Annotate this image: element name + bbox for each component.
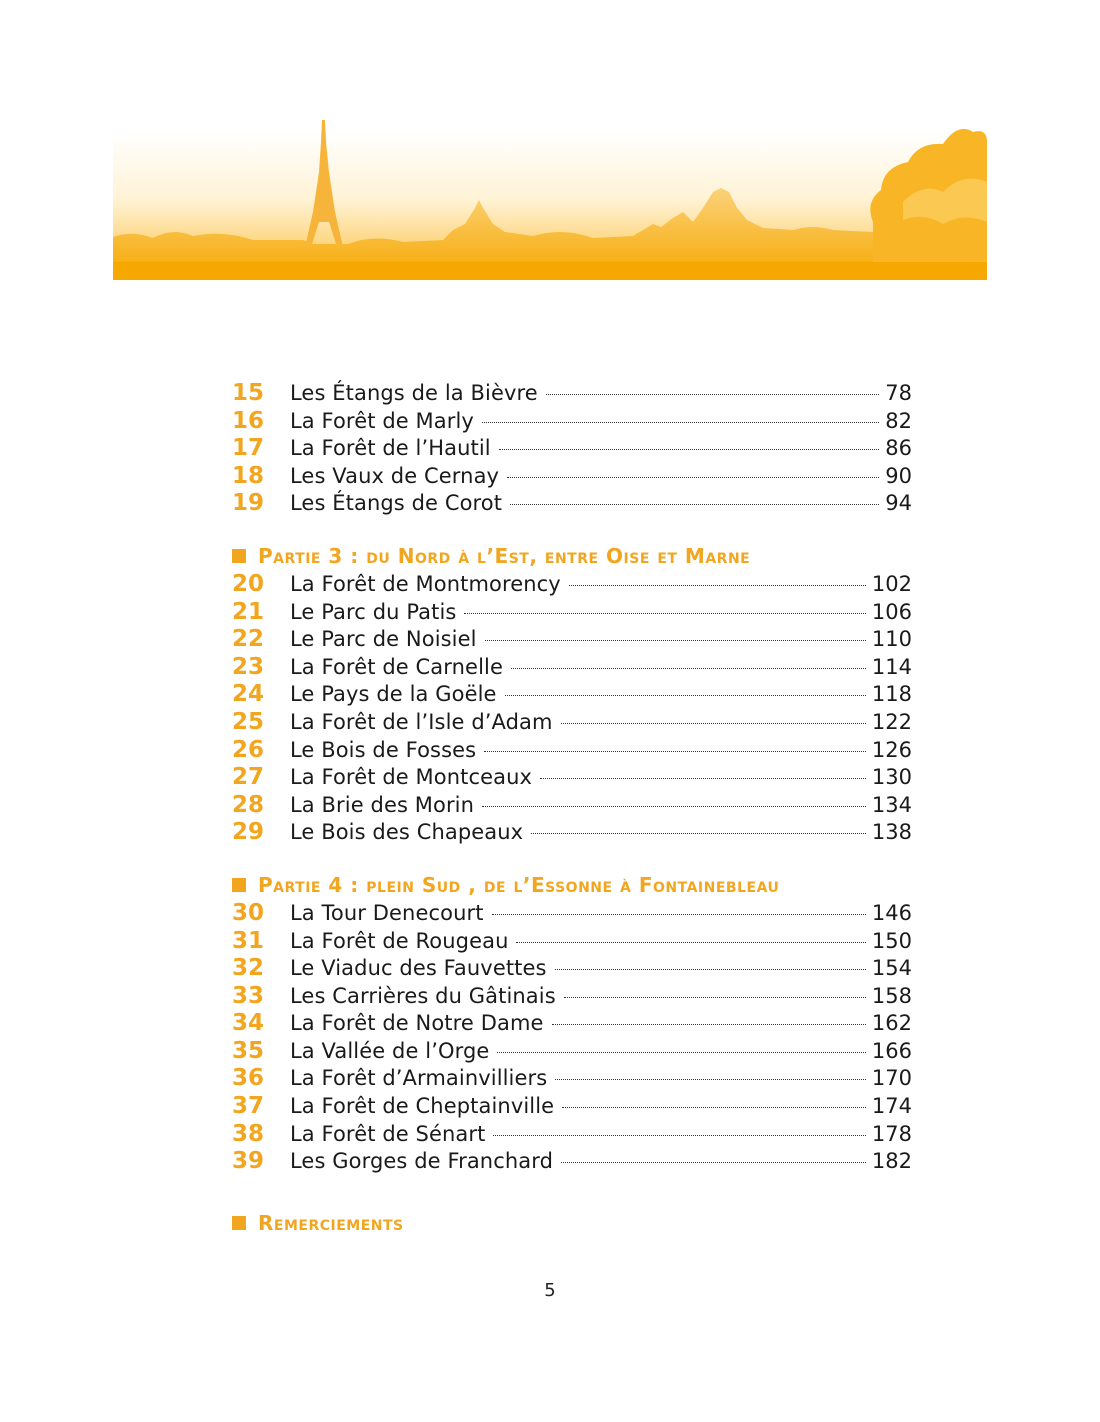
dot-leader <box>511 668 866 669</box>
square-bullet-icon <box>232 549 246 563</box>
entry-title: La Forêt de Montmorency <box>290 571 561 596</box>
entry-number: 22 <box>232 626 265 653</box>
entry-title: Les Vaux de Cernay <box>290 463 500 488</box>
toc-entry <box>232 983 912 1011</box>
section-title: Partie 4 : plein Sud , de l’Essonne à Fontainebleau <box>258 872 780 897</box>
entry-number: 30 <box>232 899 265 926</box>
toc-entry <box>232 955 912 983</box>
entry-page: 86 <box>885 436 912 461</box>
toc-entry <box>232 819 912 847</box>
entry-title: Les Étangs de la Bièvre <box>290 381 538 405</box>
toc-entry <box>232 571 912 599</box>
entry-title: La Vallée de l’Orge <box>290 1038 490 1063</box>
entry-title: La Forêt de Marly <box>290 408 474 433</box>
entry-number: 25 <box>232 708 265 735</box>
toc-entry <box>232 1010 912 1038</box>
toc-entry <box>232 654 912 682</box>
entry-number: 15 <box>232 380 265 406</box>
entry-number: 29 <box>232 819 265 846</box>
dot-leader <box>540 778 866 779</box>
entry-page: 166 <box>871 1038 912 1063</box>
toc-entry <box>232 1121 912 1149</box>
section-title: Partie 3 : du Nord à l’Est, entre Oise et Marne <box>258 543 751 568</box>
toc-entry <box>232 928 912 956</box>
entry-number: 39 <box>232 1148 265 1175</box>
entry-number: 38 <box>232 1120 265 1147</box>
dot-leader <box>555 1079 866 1080</box>
entry-number: 33 <box>232 982 265 1009</box>
entry-page: 118 <box>871 682 912 707</box>
entry-title: Le Parc de Noisiel <box>290 627 477 652</box>
dot-leader <box>464 613 865 614</box>
entry-number: 24 <box>232 681 265 708</box>
section-title: Remerciements <box>258 1210 404 1235</box>
entry-number: 16 <box>232 407 265 434</box>
entry-number: 32 <box>232 955 265 982</box>
toc-entry <box>232 626 912 654</box>
entry-number: 34 <box>232 1010 265 1037</box>
dot-leader <box>516 942 865 943</box>
entry-number: 37 <box>232 1093 265 1120</box>
entry-page: 78 <box>885 381 912 405</box>
entry-title: Le Pays de la Goële <box>290 682 497 707</box>
entry-page: 102 <box>871 571 912 596</box>
banner <box>113 112 987 280</box>
dot-leader <box>562 1107 866 1108</box>
square-bullet-icon <box>232 1216 246 1230</box>
dot-leader <box>484 751 866 752</box>
dot-leader <box>493 1135 865 1136</box>
toc-entry <box>232 709 912 737</box>
dot-leader <box>482 422 879 423</box>
entry-title: La Forêt de l’Hautil <box>290 436 491 461</box>
dot-leader <box>485 640 866 641</box>
dot-leader <box>561 723 866 724</box>
dot-leader <box>552 1024 866 1025</box>
entry-number: 28 <box>232 791 265 818</box>
page-number: 5 <box>544 1280 556 1301</box>
entry-title: Le Parc du Patis <box>290 599 457 624</box>
section-heading-part3 <box>232 541 912 571</box>
entry-number: 20 <box>232 570 265 597</box>
toc-entry <box>232 1148 912 1176</box>
entry-page: 146 <box>871 900 912 925</box>
toc-entry <box>232 599 912 627</box>
entry-page: 82 <box>885 408 912 433</box>
entry-page: 90 <box>885 463 912 488</box>
entry-page: 114 <box>871 654 912 679</box>
entry-page: 162 <box>871 1011 912 1036</box>
paris-skyline-illustration <box>113 112 987 280</box>
toc-entry <box>232 490 912 518</box>
table-of-contents <box>232 380 912 1238</box>
entry-title: Le Bois des Chapeaux <box>290 820 524 845</box>
dot-leader <box>561 1162 866 1163</box>
entry-title: La Forêt de Carnelle <box>290 654 503 679</box>
entry-title: La Forêt de Sénart <box>290 1121 486 1146</box>
dot-leader <box>555 969 866 970</box>
entry-page: 174 <box>871 1094 912 1119</box>
entry-page: 126 <box>871 737 912 762</box>
entry-number: 21 <box>232 598 265 625</box>
toc-list-intro <box>232 380 912 518</box>
toc-entry <box>232 737 912 765</box>
dot-leader <box>499 449 880 450</box>
toc-entry <box>232 1065 912 1093</box>
toc-entry <box>232 1038 912 1066</box>
toc-entry <box>232 435 912 463</box>
entry-title: La Tour Denecourt <box>290 900 484 925</box>
entry-page: 138 <box>871 820 912 845</box>
dot-leader <box>482 806 866 807</box>
entry-page: 150 <box>871 928 912 953</box>
entry-number: 23 <box>232 653 265 680</box>
section-heading-part4 <box>232 870 912 900</box>
entry-page: 158 <box>871 983 912 1008</box>
entry-title: La Forêt de l’Isle d’Adam <box>290 709 553 734</box>
toc-entry <box>232 1093 912 1121</box>
toc-list-part3 <box>232 571 912 847</box>
entry-number: 17 <box>232 435 265 462</box>
square-bullet-icon <box>232 878 246 892</box>
entry-page: 94 <box>885 491 912 516</box>
toc-entry <box>232 408 912 436</box>
entry-title: La Forêt de Notre Dame <box>290 1011 544 1036</box>
entry-number: 31 <box>232 927 265 954</box>
dot-leader <box>564 997 866 998</box>
toc-entry <box>232 792 912 820</box>
entry-title: Les Étangs de Corot <box>290 491 503 516</box>
entry-page: 122 <box>871 709 912 734</box>
toc-entry <box>232 380 912 408</box>
entry-title: Les Gorges de Franchard <box>290 1149 554 1174</box>
entry-number: 27 <box>232 764 265 791</box>
dot-leader <box>569 585 866 586</box>
toc-entry <box>232 900 912 928</box>
entry-title: La Forêt de Cheptainville <box>290 1094 555 1119</box>
entry-title: La Forêt de Rougeau <box>290 928 509 953</box>
entry-number: 26 <box>232 736 265 763</box>
entry-page: 134 <box>871 792 912 817</box>
entry-number: 35 <box>232 1037 265 1064</box>
entry-page: 178 <box>871 1121 912 1146</box>
dot-leader <box>492 914 866 915</box>
entry-title: La Forêt de Montceaux <box>290 765 533 790</box>
toc-list-part4 <box>232 900 912 1176</box>
toc-entry <box>232 764 912 792</box>
toc-entry <box>232 681 912 709</box>
section-heading-thanks <box>232 1208 912 1238</box>
dot-leader <box>531 833 866 834</box>
dot-leader <box>507 477 879 478</box>
entry-title: Les Carrières du Gâtinais <box>290 983 556 1008</box>
entry-page: 106 <box>871 599 912 624</box>
entry-page: 130 <box>871 765 912 790</box>
entry-title: La Forêt d’Armainvilliers <box>290 1066 548 1091</box>
dot-leader <box>497 1052 865 1053</box>
entry-number: 19 <box>232 490 265 517</box>
dot-leader <box>510 504 879 505</box>
entry-page: 110 <box>871 627 912 652</box>
entry-title: Le Viaduc des Fauvettes <box>290 956 547 981</box>
entry-number: 36 <box>232 1065 265 1092</box>
entry-title: La Brie des Morin <box>290 792 475 817</box>
entry-title: Le Bois de Fosses <box>290 737 477 762</box>
entry-page: 154 <box>871 956 912 981</box>
dot-leader <box>546 394 879 395</box>
entry-number: 18 <box>232 462 265 489</box>
dot-leader <box>505 695 866 696</box>
entry-page: 170 <box>871 1066 912 1091</box>
entry-page: 182 <box>871 1149 912 1174</box>
toc-entry <box>232 463 912 491</box>
